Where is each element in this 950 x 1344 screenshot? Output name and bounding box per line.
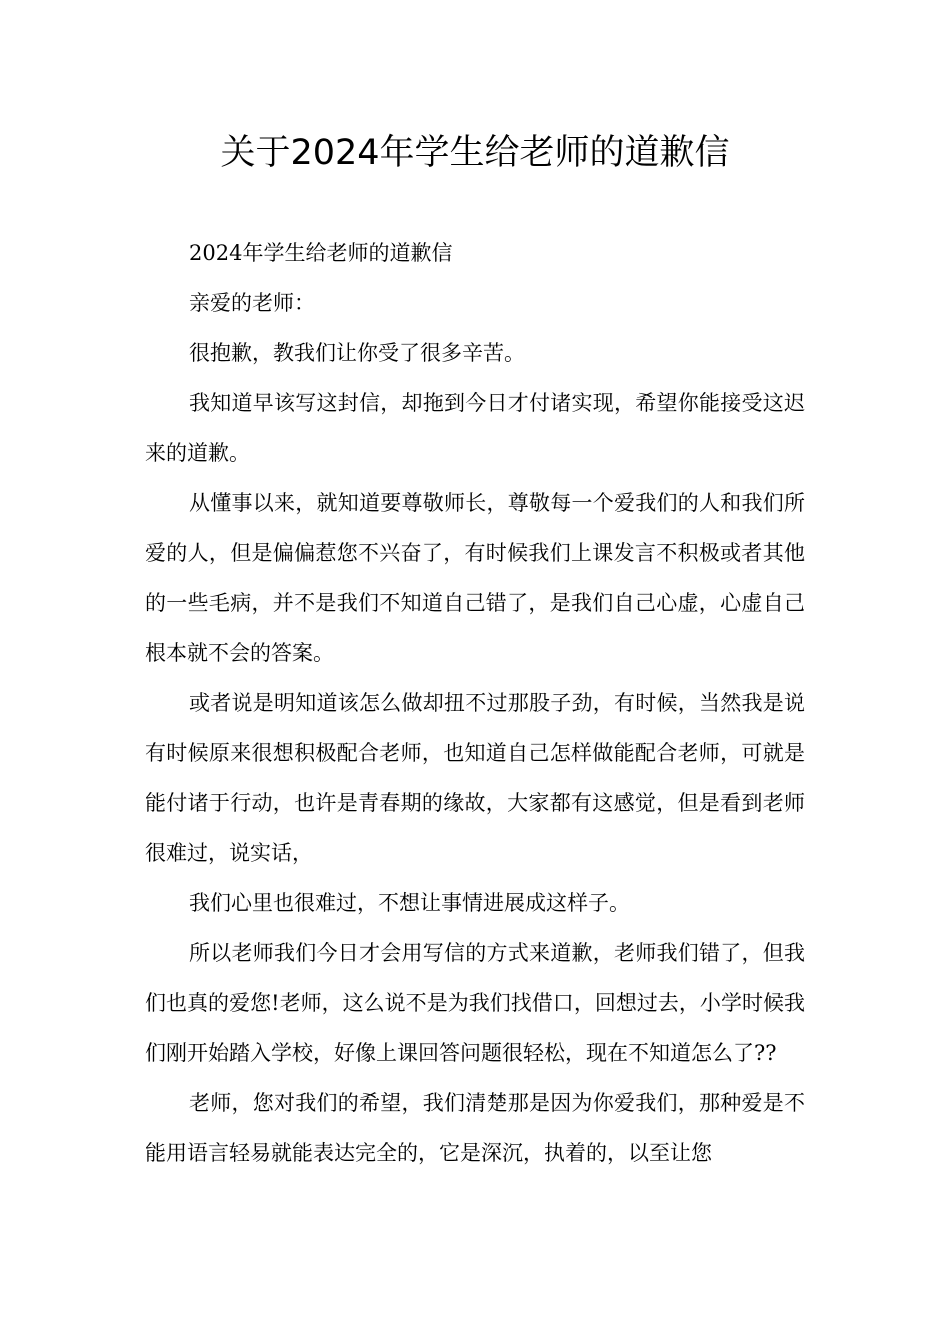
paragraph-subtitle: 2024年学生给老师的道歉信	[189, 241, 453, 265]
paragraph: 我知道早该写这封信，却拖到今日才付诸实现，希望你能接受这迟来的道歉。	[145, 391, 805, 465]
paragraph: 从懂事以来，就知道要尊敬师长，尊敬每一个爱我们的人和我们所爱的人，但是偏偏惹您不兴奋了，有时候我们上课发言不积极或者其他的一些毛病，并不是我们不知道自己错了，是我们自己心虚，心虚自己根本就不会的答案。	[145, 491, 805, 665]
paragraph: 所以老师我们今日才会用写信的方式来道歉，老师我们错了，但我们也真的爱您!老师，这么说不是为我们找借口，回想过去，小学时候我们刚开始踏入学校，好像上课回答问题很轻松，现在不知道怎么了??	[145, 941, 805, 1065]
paragraph: 我们心里也很难过，不想让事情进展成这样子。	[189, 891, 630, 915]
document-title: 关于2024年学生给老师的道歉信	[220, 133, 730, 173]
paragraph: 老师，您对我们的希望，我们清楚那是因为你爱我们，那种爱是不能用语言轻易就能表达完全的，它是深沉，执着的，以至让您	[145, 1091, 805, 1165]
paragraph: 或者说是明知道该怎么做却扭不过那股子劲，有时候，当然我是说有时候原来很想积极配合老师，也知道自己怎样做能配合老师，可就是能付诸于行动，也许是青春期的缘故，大家都有这感觉，但是看到老师很难过，说实话，	[145, 691, 805, 865]
document-body	[145, 228, 805, 1178]
paragraph: 很抱歉，教我们让你受了很多辛苦。	[189, 341, 525, 365]
paragraph-salutation: 亲爱的老师：	[189, 291, 315, 315]
